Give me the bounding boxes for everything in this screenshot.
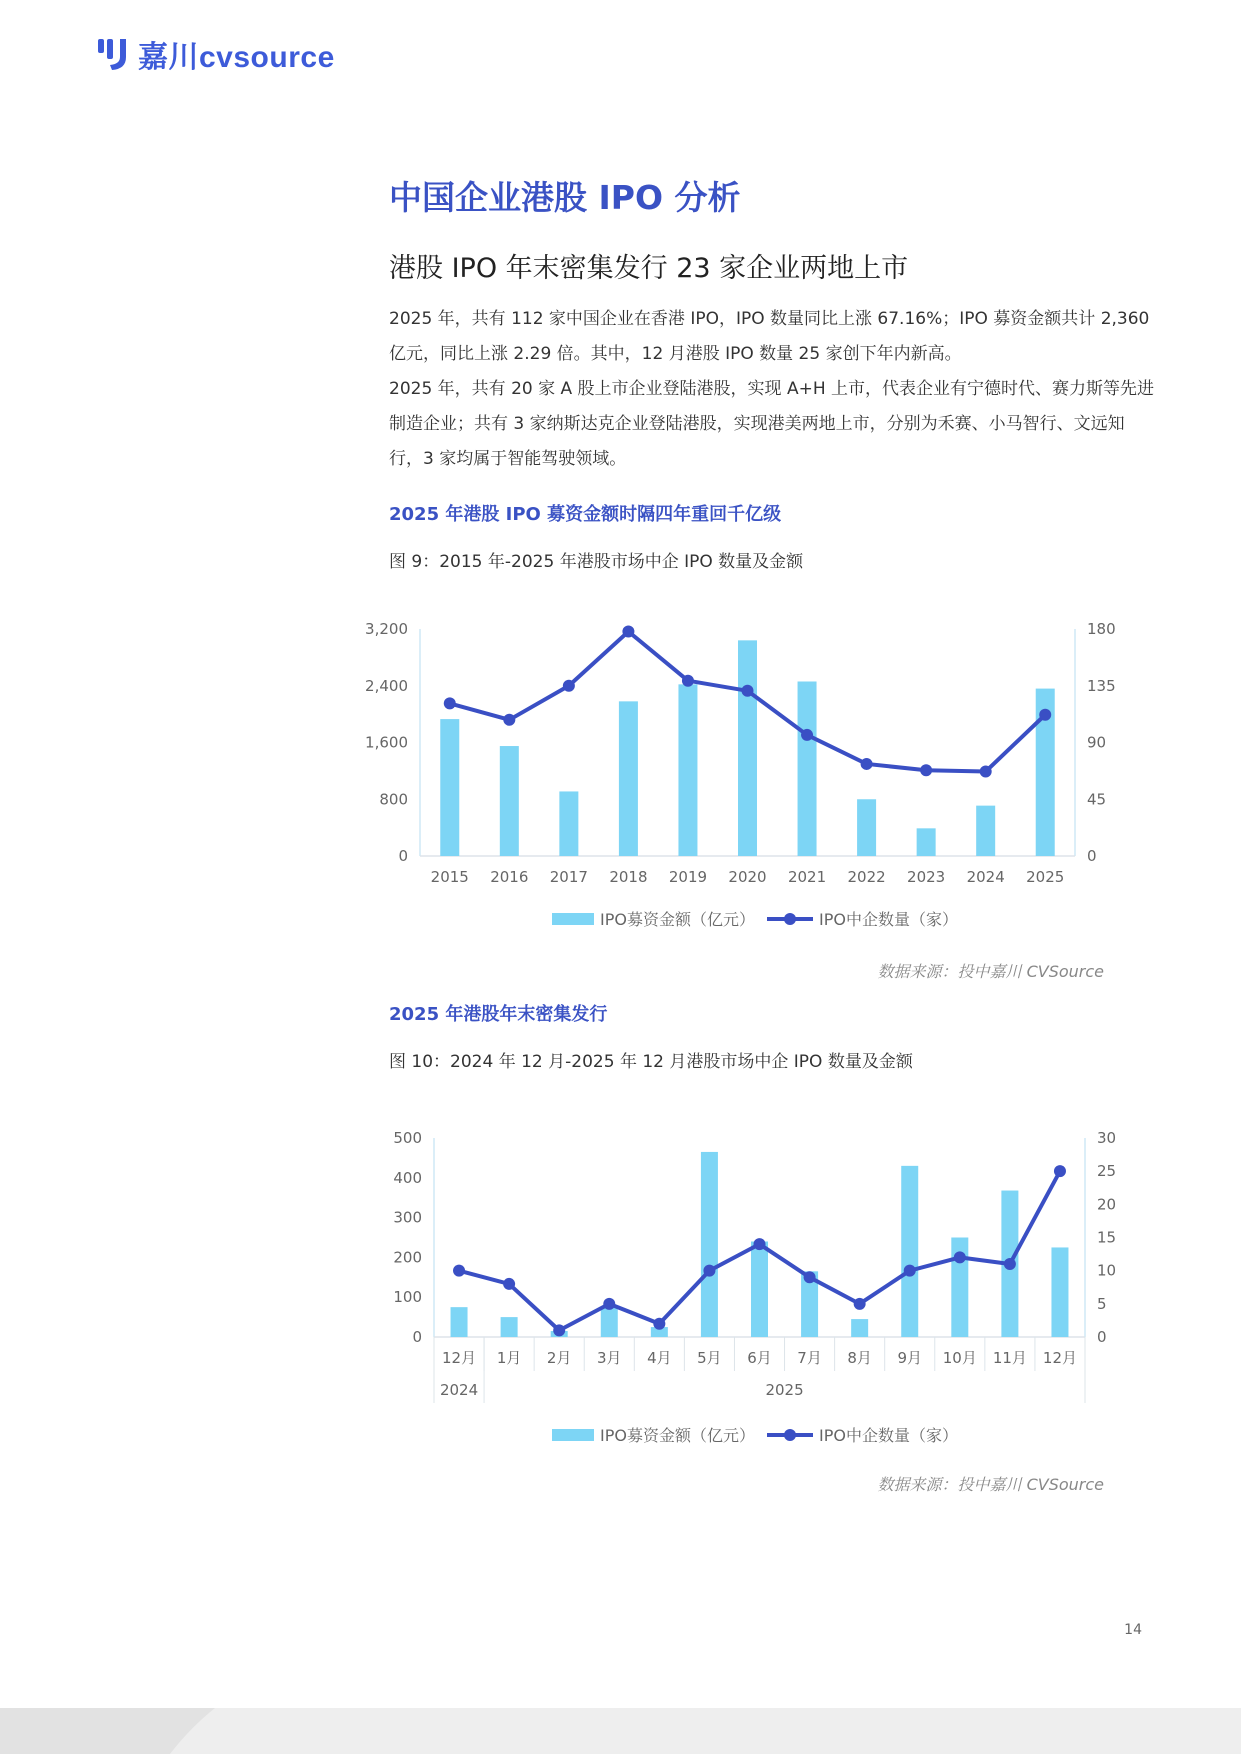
legend-line-marker	[784, 1429, 796, 1441]
x-tick-label: 2021	[787, 868, 827, 886]
line-point	[804, 1271, 816, 1283]
x-tick-label: 6月	[747, 1349, 772, 1367]
line-point	[653, 1318, 665, 1330]
right-tick-label: 15	[1097, 1228, 1117, 1247]
bar	[917, 828, 936, 856]
right-tick-label: 5	[1097, 1294, 1107, 1313]
line-point	[503, 714, 515, 726]
page-title: 中国企业港股 IPO 分析	[389, 178, 741, 217]
left-tick-label: 500	[393, 1129, 422, 1147]
figure-9-caption: 图 9：2015 年-2025 年港股市场中企 IPO 数量及金额	[389, 552, 804, 572]
left-tick-label: 2,400	[365, 676, 408, 695]
logo-text	[138, 32, 335, 76]
x-tick-label: 2023	[907, 868, 946, 886]
line-point	[622, 626, 634, 638]
footer-swoosh	[0, 1708, 220, 1754]
bar	[857, 799, 876, 856]
x-tick-label: 3月	[596, 1349, 622, 1367]
line-point	[453, 1265, 465, 1277]
right-tick-label: 30	[1097, 1129, 1117, 1147]
logo-en: cvsource	[199, 41, 335, 74]
x-tick-label: 8月	[847, 1349, 872, 1367]
x-tick-label: 2025	[1026, 868, 1065, 886]
logo-icon	[96, 36, 132, 72]
bar	[678, 684, 697, 856]
bar	[440, 719, 459, 856]
bar	[619, 701, 638, 856]
bar	[601, 1307, 618, 1337]
paragraph-2: 2025 年，共有 20 家 A 股上市企业登陆港股，实现 A+H 上市，代表企业有宁德时代、赛力斯等先进制造企业；共有 3 家纳斯达克企业登陆港股，实现港美两地上市，分别为禾赛、小马智行、文远知行，3 家均属于智能驾驶领域。	[389, 379, 1155, 469]
legend-bar-swatch	[552, 1429, 594, 1441]
chart-ipo-monthly	[380, 1110, 1120, 1460]
bar	[500, 746, 519, 856]
right-tick-label: 20	[1097, 1195, 1117, 1214]
x-tick-label: 1月	[496, 1349, 522, 1367]
left-tick-label: 100	[393, 1288, 422, 1307]
bar	[851, 1319, 868, 1337]
figure-10-caption: 图 10：2024 年 12 月-2025 年 12 月港股市场中企 IPO 数量及金额	[389, 1052, 913, 1072]
x-tick-label: 7月	[797, 1349, 822, 1367]
x-group-label: 2024	[439, 1381, 479, 1399]
line-point	[742, 685, 754, 697]
left-tick-label: 1,600	[365, 733, 408, 752]
line-point	[1054, 1165, 1066, 1177]
line-point	[954, 1251, 966, 1263]
x-tick-label: 12月	[441, 1349, 477, 1367]
line-point	[861, 758, 873, 770]
line-point	[904, 1265, 916, 1277]
line-point	[444, 697, 456, 709]
x-tick-label: 2022	[847, 868, 886, 886]
bar	[701, 1152, 718, 1337]
x-tick-label: 10月	[942, 1349, 977, 1367]
legend-line-label: IPO中企数量（家）	[819, 1426, 958, 1445]
legend-line-marker	[784, 913, 796, 925]
right-tick-label: 25	[1097, 1162, 1117, 1181]
line-point	[754, 1238, 766, 1250]
x-tick-label: 5月	[697, 1349, 722, 1367]
bar	[751, 1241, 768, 1337]
legend-bar-label: IPO募资金额（亿元）	[600, 910, 755, 929]
x-group-label: 2025	[765, 1381, 804, 1399]
x-tick-label: 2024	[966, 868, 1005, 886]
bar	[738, 640, 757, 856]
paragraph-1: 2025 年，共有 112 家中国企业在香港 IPO，IPO 数量同比上涨 67.16%；IPO 募资金额共计 2,360 亿元，同比上涨 2.29 倍。其中，12 月港股 IPO 数量 25 家创下年内新高。	[389, 309, 1150, 364]
legend-line-label: IPO中企数量（家）	[819, 910, 958, 929]
x-tick-label: 9月	[897, 1349, 923, 1367]
left-tick-label: 0	[412, 1328, 422, 1346]
legend-bar-swatch	[552, 913, 594, 925]
line-point	[703, 1265, 715, 1277]
chart-ipo-annual	[365, 600, 1120, 940]
line-point	[980, 766, 992, 778]
bar	[1051, 1247, 1068, 1337]
line-point	[801, 729, 813, 741]
line-point	[603, 1298, 615, 1310]
left-tick-label: 3,200	[365, 620, 408, 638]
logo	[96, 34, 335, 74]
line-point	[1004, 1258, 1016, 1270]
x-tick-label: 4月	[647, 1349, 672, 1367]
x-tick-label: 12月	[1042, 1349, 1078, 1367]
line-point	[563, 680, 575, 692]
x-tick-label: 2016	[490, 868, 529, 886]
x-tick-label: 2018	[609, 868, 648, 886]
right-tick-label: 45	[1087, 790, 1107, 809]
right-tick-label: 0	[1087, 847, 1097, 865]
x-tick-label: 2020	[728, 868, 767, 886]
left-tick-label: 800	[379, 790, 408, 809]
left-tick-label: 0	[398, 847, 408, 865]
right-tick-label: 0	[1097, 1328, 1107, 1346]
legend-bar-label: IPO募资金额（亿元）	[600, 1426, 755, 1445]
page-subtitle: 港股 IPO 年末密集发行 23 家企业两地上市	[389, 253, 909, 284]
line-point	[1039, 709, 1051, 721]
line-point	[553, 1324, 565, 1336]
right-tick-label: 135	[1087, 676, 1116, 695]
source-note-2: 数据来源：投中嘉川 CVSource	[877, 1475, 1104, 1494]
line-point	[682, 675, 694, 687]
x-tick-label: 2019	[668, 868, 708, 886]
right-tick-label: 90	[1087, 733, 1107, 752]
x-tick-label: 11月	[992, 1349, 1027, 1367]
x-tick-label: 2月	[546, 1349, 572, 1367]
bar	[451, 1307, 468, 1337]
section-heading-2: 2025 年港股年末密集发行	[389, 1004, 608, 1025]
bar	[976, 806, 995, 856]
section-heading-1: 2025 年港股 IPO 募资金额时隔四年重回千亿级	[389, 504, 782, 525]
bar	[501, 1317, 518, 1337]
line-point	[503, 1278, 515, 1290]
line-point	[854, 1298, 866, 1310]
right-tick-label: 10	[1097, 1261, 1117, 1280]
left-tick-label: 300	[393, 1208, 422, 1227]
line-point	[920, 764, 932, 776]
bar	[559, 791, 578, 856]
logo-cn: 嘉川	[138, 40, 199, 75]
right-tick-label: 180	[1087, 620, 1116, 638]
x-tick-label: 2015	[430, 868, 469, 886]
left-tick-label: 200	[393, 1248, 422, 1267]
x-tick-label: 2017	[549, 868, 588, 886]
source-note-1: 数据来源：投中嘉川 CVSource	[877, 962, 1104, 981]
body-text	[389, 302, 1154, 477]
page-number: 14	[1124, 1622, 1142, 1638]
bar	[798, 681, 817, 856]
bar	[901, 1166, 918, 1337]
left-tick-label: 400	[393, 1168, 422, 1187]
